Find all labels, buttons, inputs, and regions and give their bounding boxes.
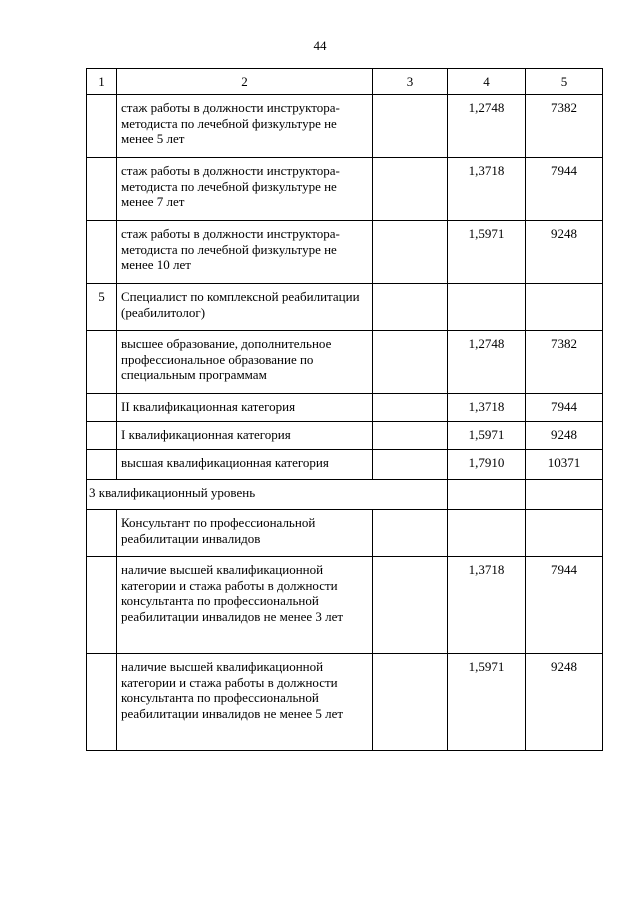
header-cell: 5 <box>526 69 603 95</box>
empty-cell <box>373 422 448 450</box>
row-number <box>87 95 117 158</box>
position-requirement: высшее образование, дополнительное профессиональное образование по специальным программам <box>117 331 373 394</box>
header-cell: 2 <box>117 69 373 95</box>
position-requirement: наличие высшей квалификационной категории и стажа работы в должности консультанта по профессиональной реабилитации инвалидов не менее 5 лет <box>117 654 373 751</box>
coefficient: 1,3718 <box>448 158 526 221</box>
empty-cell <box>373 221 448 284</box>
page-number: 44 <box>313 38 327 53</box>
empty-cell <box>373 284 448 331</box>
salary-value: 7944 <box>526 158 603 221</box>
table-header-row <box>87 69 603 95</box>
empty-cell <box>373 557 448 654</box>
coefficient <box>448 510 526 557</box>
salary-value: 9248 <box>526 654 603 751</box>
empty-cell <box>373 95 448 158</box>
row-number <box>87 450 117 480</box>
position-requirement: I квалификационная категория <box>117 422 373 450</box>
table-row <box>87 221 603 284</box>
row-number <box>87 331 117 394</box>
qualification-level-label: 3 квалификационный уровень <box>87 480 448 510</box>
salary-value: 7382 <box>526 331 603 394</box>
position-requirement: стаж работы в должности инструктора-методиста по лечебной физкультуре не менее 7 лет <box>117 158 373 221</box>
row-number <box>87 221 117 284</box>
coefficient <box>448 480 526 510</box>
table-row <box>87 510 603 557</box>
salary-value <box>526 284 603 331</box>
row-number <box>87 422 117 450</box>
salary-value: 7944 <box>526 394 603 422</box>
coefficient: 1,7910 <box>448 450 526 480</box>
table-row <box>87 422 603 450</box>
empty-cell <box>373 450 448 480</box>
coefficient: 1,5971 <box>448 221 526 284</box>
row-number <box>87 510 117 557</box>
coefficient: 1,3718 <box>448 394 526 422</box>
position-requirement: II квалификационная категория <box>117 394 373 422</box>
coefficient: 1,5971 <box>448 654 526 751</box>
position-requirement: стаж работы в должности инструктора-методиста по лечебной физкультуре не менее 5 лет <box>117 95 373 158</box>
empty-cell <box>373 158 448 221</box>
position-requirement: высшая квалификационная категория <box>117 450 373 480</box>
empty-cell <box>373 510 448 557</box>
salary-value: 10371 <box>526 450 603 480</box>
header-cell: 1 <box>87 69 117 95</box>
empty-cell <box>373 654 448 751</box>
position-requirement: стаж работы в должности инструктора-методиста по лечебной физкультуре не менее 10 лет <box>117 221 373 284</box>
header-cell: 3 <box>373 69 448 95</box>
coefficient <box>448 284 526 331</box>
salary-value: 9248 <box>526 422 603 450</box>
empty-cell <box>373 394 448 422</box>
coefficient: 1,2748 <box>448 95 526 158</box>
row-number <box>87 557 117 654</box>
row-number <box>87 394 117 422</box>
position-title: Консультант по профессиональной реабилитации инвалидов <box>117 510 373 557</box>
table-row <box>87 284 603 331</box>
table-row <box>87 158 603 221</box>
salary-value <box>526 480 603 510</box>
coefficient: 1,2748 <box>448 331 526 394</box>
position-requirement: наличие высшей квалификационной категории и стажа работы в должности консультанта по профессиональной реабилитации инвалидов не менее 3 лет <box>117 557 373 654</box>
coefficient: 1,3718 <box>448 557 526 654</box>
salary-value: 9248 <box>526 221 603 284</box>
table-row <box>87 95 603 158</box>
salary-value: 7382 <box>526 95 603 158</box>
header-cell: 4 <box>448 69 526 95</box>
table-row <box>87 450 603 480</box>
row-number: 5 <box>87 284 117 331</box>
empty-cell <box>373 331 448 394</box>
level-row <box>87 480 603 510</box>
position-title: Специалист по комплексной реабилитации (реабилитолог) <box>117 284 373 331</box>
salary-value <box>526 510 603 557</box>
salary-table <box>86 68 603 751</box>
table-row <box>87 557 603 654</box>
row-number <box>87 158 117 221</box>
coefficient: 1,5971 <box>448 422 526 450</box>
table-row <box>87 394 603 422</box>
salary-value: 7944 <box>526 557 603 654</box>
row-number <box>87 654 117 751</box>
table-row <box>87 654 603 751</box>
table-row <box>87 331 603 394</box>
